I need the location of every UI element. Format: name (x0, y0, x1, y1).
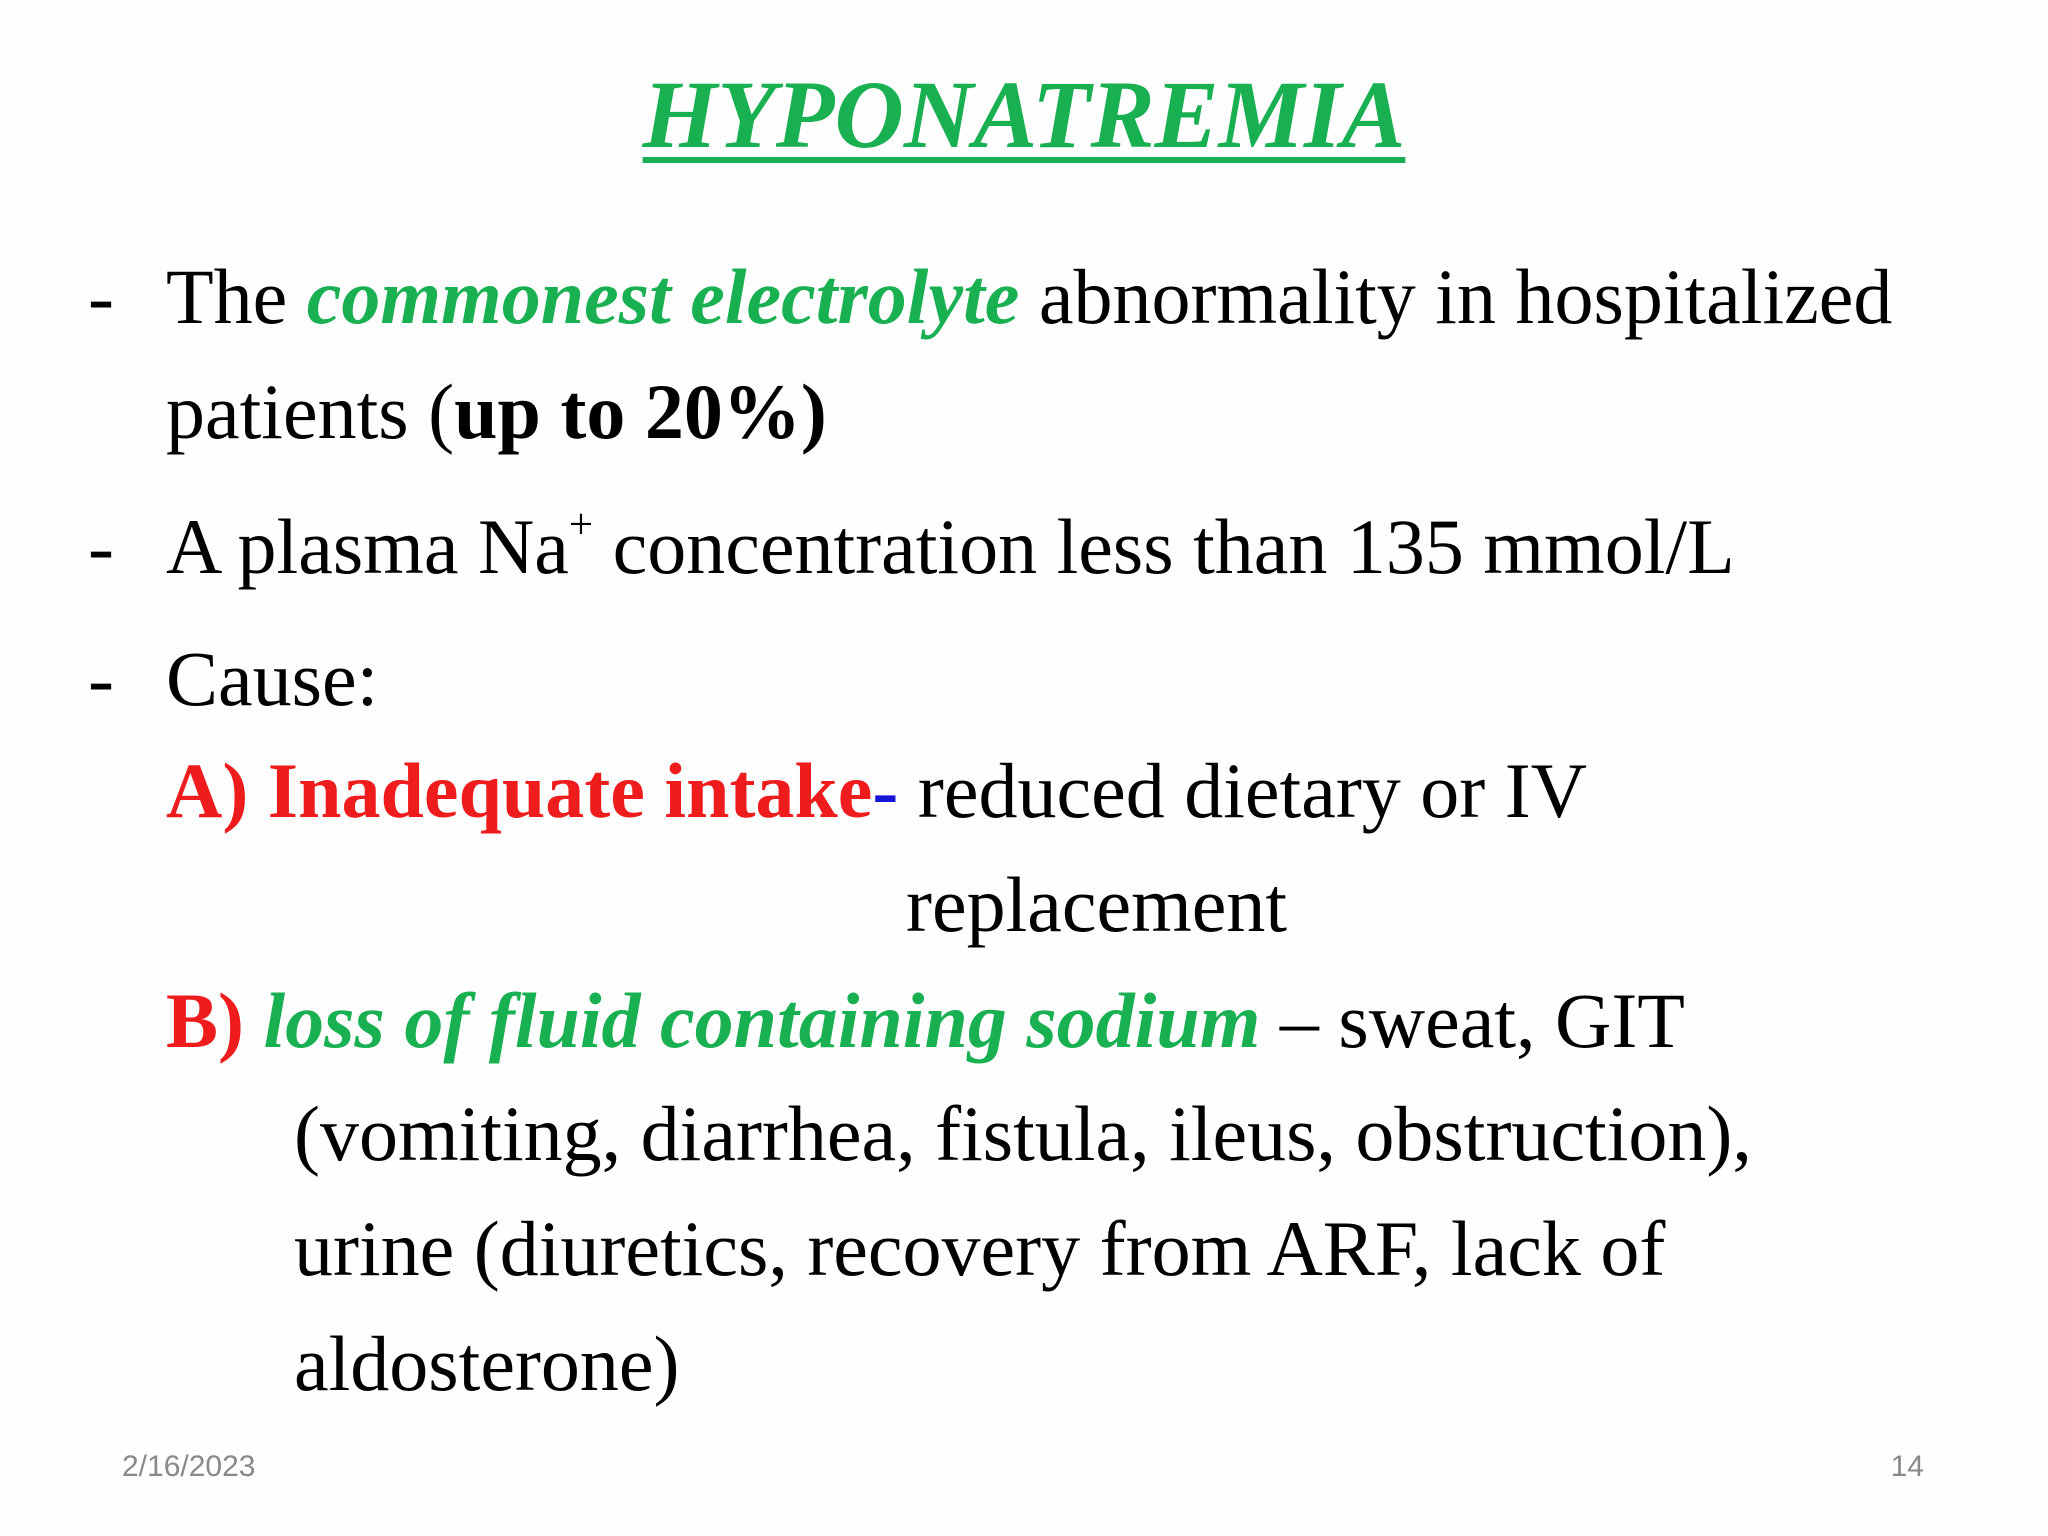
bullet-2-superscript: + (568, 501, 594, 549)
bullet-1-pre: The (166, 253, 307, 340)
cause-b-text: – sweat, GIT (1260, 977, 1685, 1064)
cause-a-line (166, 747, 1588, 834)
bullet-1-line2-bold: up to 20%) (454, 368, 827, 455)
cause-a-separator: - (872, 747, 899, 834)
bullet-2-line (166, 501, 1735, 590)
footer-date: 2/16/2023 (122, 1450, 256, 1483)
bullet-2-post: concentration less than 135 mmol/L (593, 503, 1735, 590)
slide-title: HYPONATREMIA (642, 61, 1406, 168)
bullet-1-line-2 (166, 368, 827, 455)
bullet-2-pre: A plasma Na (166, 503, 569, 590)
bullet-dash-3: - (88, 635, 114, 722)
bullet-1-post: abnormality in hospitalized (1019, 253, 1893, 340)
cause-a-label: A) Inadequate intake (166, 747, 873, 834)
bullet-1-line-1 (166, 253, 1893, 340)
bullet-dash-1: - (88, 253, 114, 340)
bullet-1-line2-pre: patients ( (166, 368, 455, 455)
cause-b-line-2: (vomiting, diarrhea, fistula, ileus, obstruction), (294, 1090, 1752, 1177)
cause-b-line-1 (166, 977, 1685, 1064)
bullet-dash-2: - (88, 503, 114, 590)
cause-b-line-3: urine (diuretics, recovery from ARF, lack of (294, 1205, 1666, 1292)
cause-b-emphasis: loss of fluid containing sodium (263, 977, 1261, 1064)
cause-b-label: B) (166, 977, 264, 1064)
bullet-3-line: Cause: (166, 635, 379, 722)
bullet-1-emphasis: commonest electrolyte (306, 253, 1020, 340)
cause-a-text: reduced dietary or IV (898, 747, 1588, 834)
footer-page-number: 14 (1890, 1450, 1924, 1483)
cause-b-line-4: aldosterone) (294, 1320, 680, 1407)
cause-a-continuation: replacement (906, 861, 1288, 948)
